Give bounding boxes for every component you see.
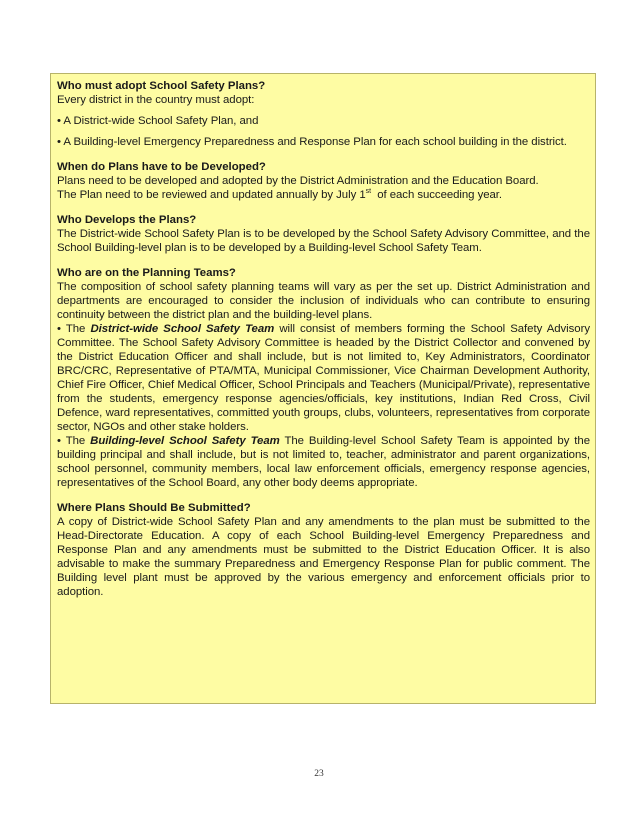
- section-heading: When do Plans have to be Developed?: [57, 161, 266, 173]
- faq-box: [50, 73, 596, 704]
- paragraph: A copy of District-wide School Safety Plan and any amendments to the plan must be submitted to the Head-Directorate Education. A copy of each School Building-level Emergency Preparedness and Response Plan and any amendments must be submitted to the District Education Officer. It is also advisable to make the summary Preparedness and Emergency Response Plan for public comment. The Building level plant must be approved by the various emergency and enforcement officials prior to adoption.: [57, 516, 590, 598]
- page-number: 23: [314, 769, 324, 779]
- paragraph: The District-wide School Safety Plan is to be developed by the School Safety Advisory Committee, and the School Building-level plan is to be developed by a Building-level School Safety Team.: [57, 228, 590, 254]
- paragraph: The composition of school safety planning teams will vary as per the set up. District Administration and departments are encouraged to consider the inclusion of individuals who can contribute to ensuring continuity between the district plan and the building-level plans.: [57, 281, 590, 321]
- text-run: The Plan need to be reviewed and updated annually by July 1: [57, 189, 366, 201]
- section-intro: Every district in the country must adopt:: [57, 94, 255, 106]
- district-team-name: District-wide School Safety Team: [90, 323, 275, 335]
- section-teams: [57, 266, 590, 490]
- section-heading: Who must adopt School Safety Plans?: [57, 80, 266, 92]
- district-team-paragraph: [57, 322, 590, 434]
- bullet: • The: [57, 435, 86, 447]
- superscript: st: [365, 188, 371, 196]
- section-developed: [57, 160, 590, 202]
- building-team-paragraph: [57, 434, 590, 490]
- bullet-item: • A Building-level Emergency Preparedness and Response Plan for each school building in the district.: [57, 136, 567, 148]
- section-heading: Who are on the Planning Teams?: [57, 267, 236, 279]
- section-heading: Where Plans Should Be Submitted?: [57, 502, 251, 514]
- section-adopt: [57, 79, 590, 149]
- section-submitted: [57, 501, 590, 599]
- paragraph: Plans need to be developed and adopted by the District Administration and the Education Board.: [57, 175, 539, 187]
- building-team-name: Building-level School Safety Team: [90, 435, 280, 447]
- text-run: will consist of members forming the School Safety Advisory Committee. The School Safety Advisory Committee is headed by the District Collector and convened by the District Education Officer and shall include, but is not limited to, Key Administrators, Coordinator BRC/CRC, Representative of PTA/MTA, Municipal Commissioner, Vice Chairman Development Authority, Chief Fire Officer, Chief Medical Officer, School Principals and Teachers (Municipal/Private), representative from the students, emergency response agencies/officials, key institutions, Indian Red Cross, Civil Defence, ward representatives, committed youth groups, clubs, volunteers, representatives from corporate sector, NGOs and other stake holders.: [57, 323, 590, 433]
- paragraph: [57, 188, 590, 202]
- bullet-item: • A District-wide School Safety Plan, and: [57, 115, 259, 127]
- text-run: of each succeeding year.: [370, 189, 503, 201]
- section-heading: Who Develops the Plans?: [57, 214, 197, 226]
- text-run: The Building-level School Safety Team is appointed by the building principal and shall include, but is not limited to, teacher, administrator and parent organizations, school personnel, community members, local law enforcement officials, emergency response agencies, representatives of the School Board, any other body deems appropriate.: [57, 435, 590, 489]
- section-develops: [57, 213, 590, 255]
- bullet: • The: [57, 323, 86, 335]
